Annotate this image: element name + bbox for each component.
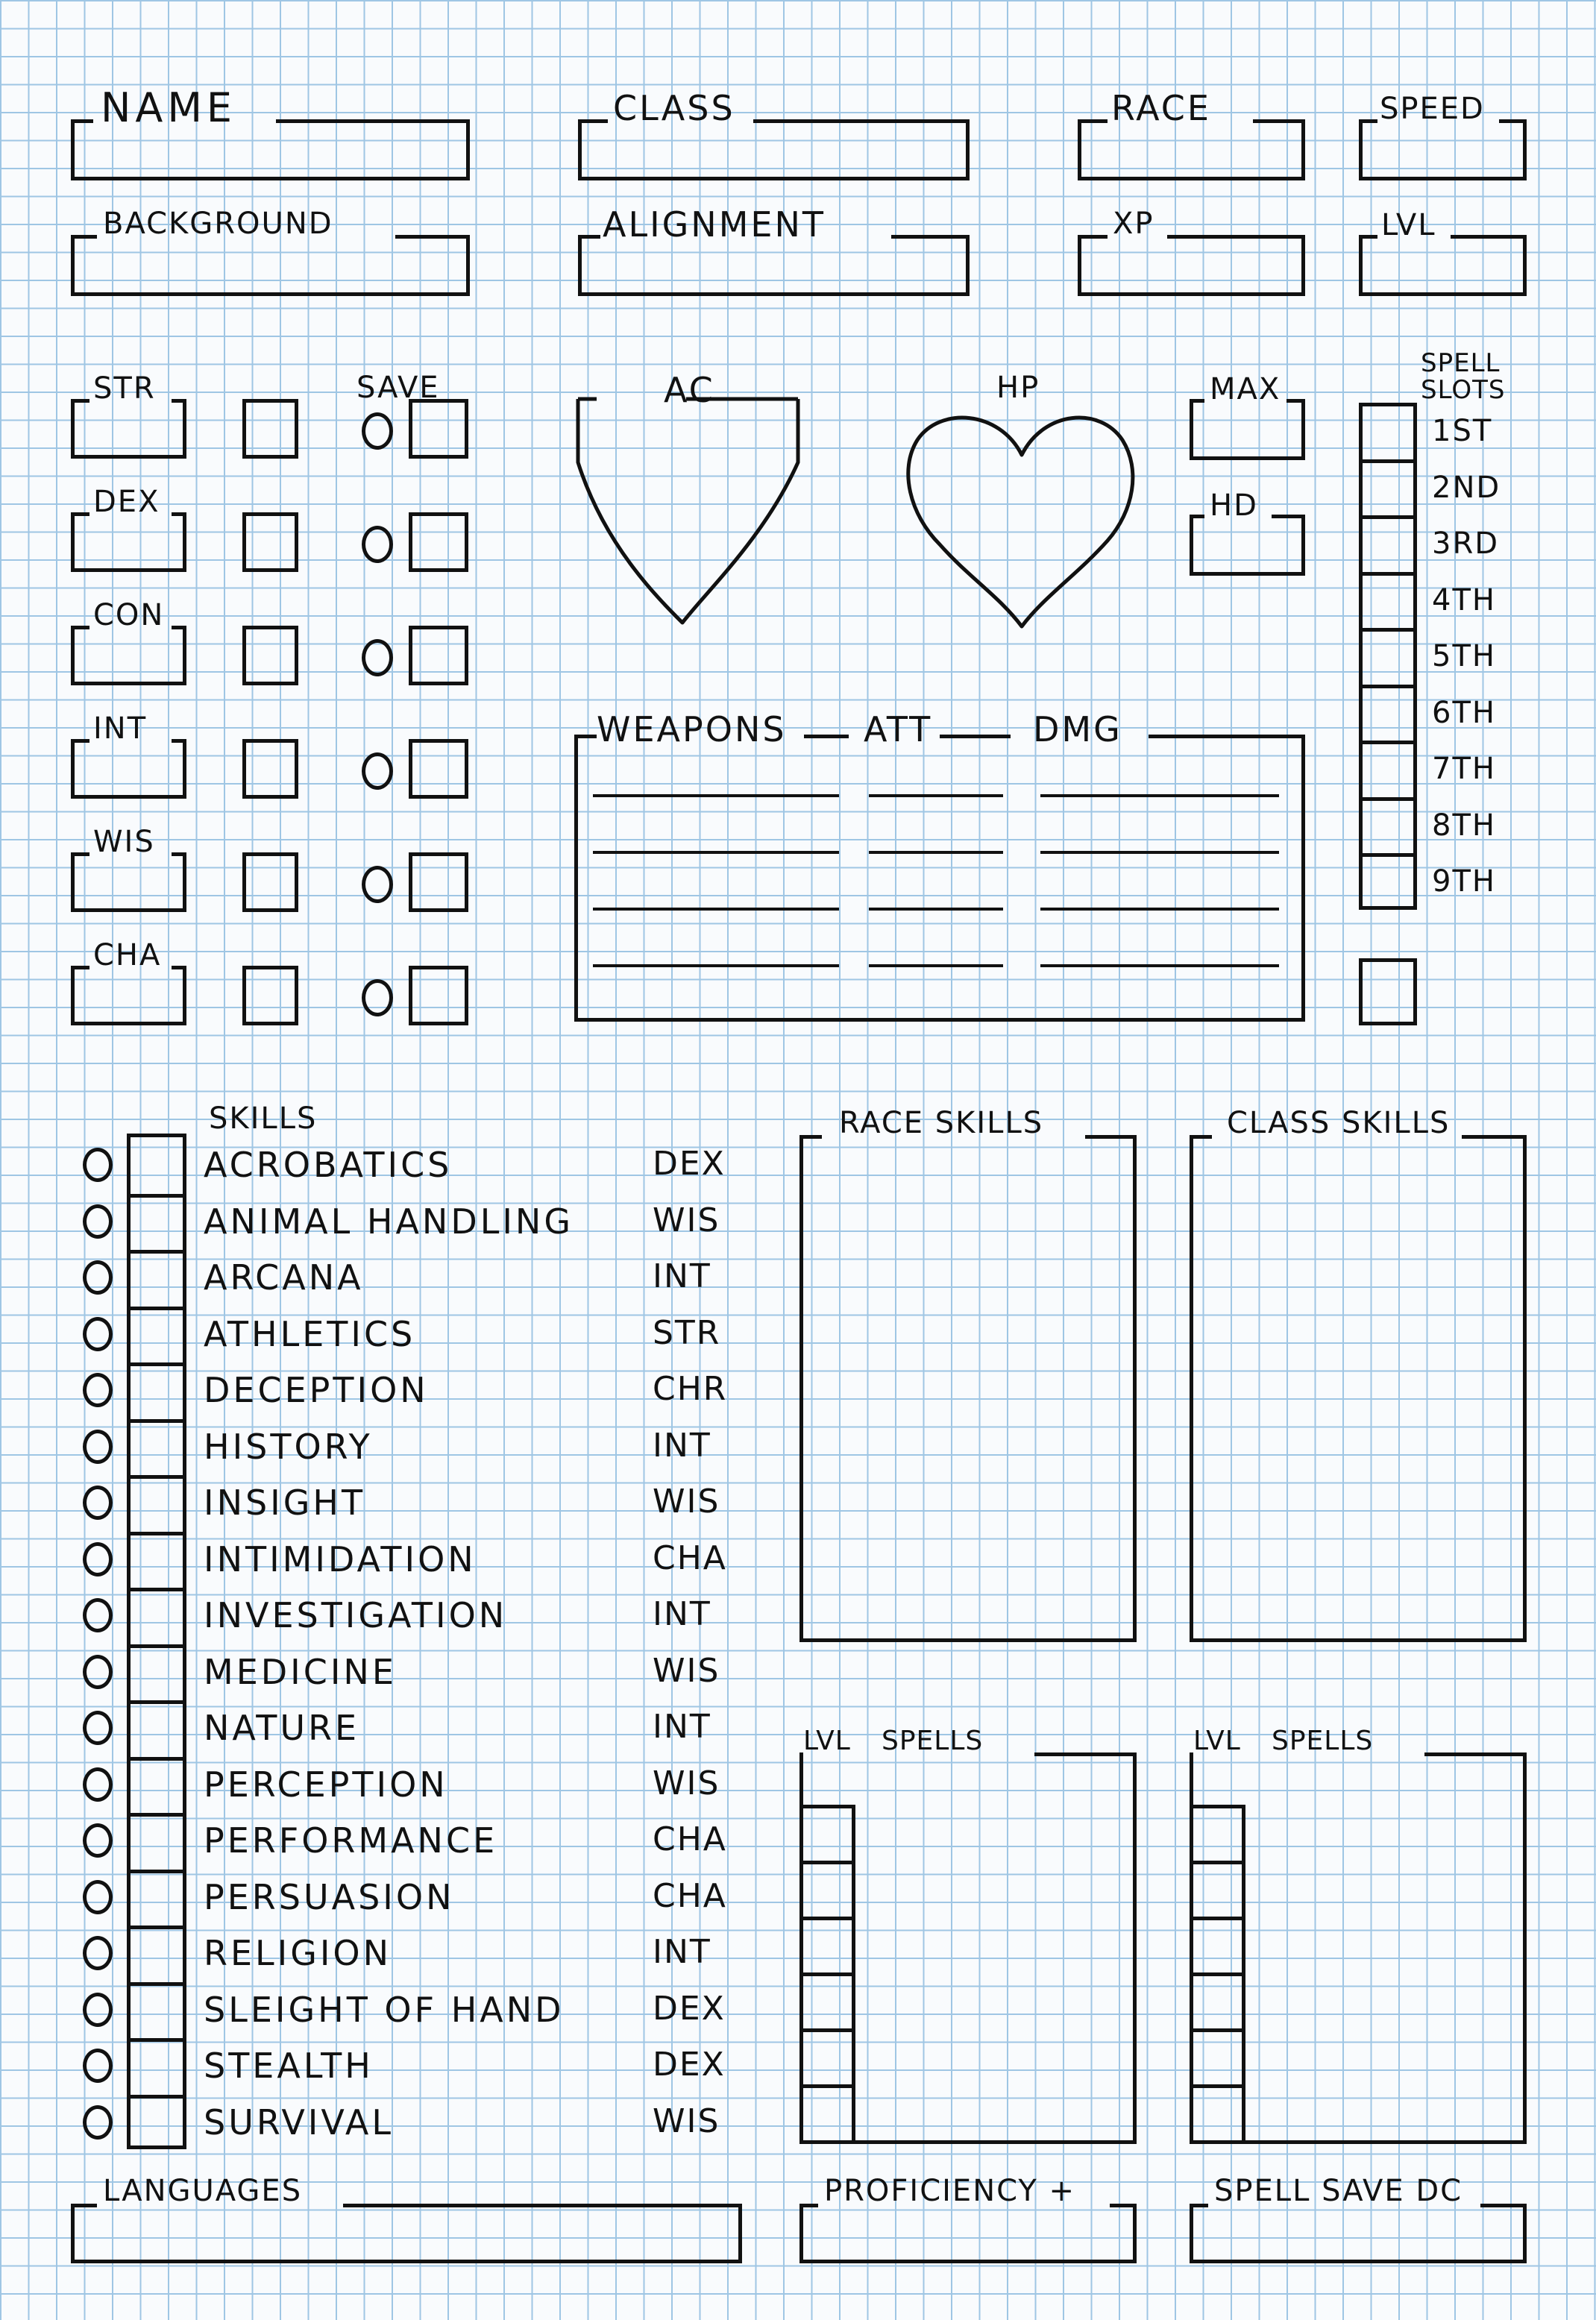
- speed-field[interactable]: [1359, 119, 1527, 180]
- str-modifier-box[interactable]: [242, 399, 298, 459]
- con-save-proficiency-circle[interactable]: [362, 639, 393, 676]
- xp-label: XP: [1113, 207, 1154, 241]
- skill-attribute: CHA: [653, 1820, 727, 1858]
- cha-save-proficiency-circle[interactable]: [362, 979, 393, 1016]
- spell-slot-2-box[interactable]: [1359, 459, 1417, 516]
- race-skills-panel[interactable]: [799, 1135, 1137, 1642]
- int-save-box[interactable]: [409, 739, 468, 799]
- int-label: INT: [93, 711, 148, 746]
- skill-row: [78, 1307, 750, 1362]
- str-save-proficiency-circle[interactable]: [362, 412, 393, 450]
- con-save-box[interactable]: [409, 626, 468, 685]
- spells-lvl-cell-divider[interactable]: [799, 2028, 855, 2032]
- weapon-att-line[interactable]: [869, 851, 1003, 854]
- name-label: NAME: [101, 84, 237, 131]
- skill-row: [78, 1137, 750, 1193]
- att-col-label: ATT: [864, 709, 933, 749]
- skill-row: [78, 1419, 750, 1475]
- spell-slot-extra-box[interactable]: [1359, 958, 1417, 1025]
- spell-slot-8-box[interactable]: [1359, 797, 1417, 854]
- skill-row: [78, 2095, 750, 2151]
- weapon-att-line[interactable]: [869, 964, 1003, 967]
- skill-proficiency-circle[interactable]: [83, 1823, 113, 1858]
- wis-save-proficiency-circle[interactable]: [362, 866, 393, 903]
- skill-attribute: DEX: [653, 1145, 726, 1183]
- skill-proficiency-circle[interactable]: [83, 1880, 113, 1914]
- skill-proficiency-circle[interactable]: [83, 1542, 113, 1576]
- skill-modifier-box[interactable]: [127, 2038, 186, 2094]
- weapon-att-line[interactable]: [869, 908, 1003, 911]
- skill-modifier-box[interactable]: [127, 1194, 186, 1250]
- cha-modifier-box[interactable]: [242, 966, 298, 1025]
- skill-row: [78, 1250, 750, 1306]
- int-save-proficiency-circle[interactable]: [362, 752, 393, 790]
- languages-field[interactable]: [71, 2204, 742, 2263]
- skill-name: PERCEPTION: [204, 1764, 448, 1805]
- skill-attribute: DEX: [653, 1989, 726, 2028]
- lvl-field[interactable]: [1359, 235, 1527, 296]
- ac-label: AC: [664, 370, 715, 410]
- skill-name: PERSUASION: [204, 1876, 455, 1917]
- weapon-name-line[interactable]: [593, 851, 839, 854]
- skill-name: INVESTIGATION: [204, 1595, 508, 1635]
- skill-row: [78, 2038, 750, 2094]
- skill-modifier-box[interactable]: [127, 1813, 186, 1869]
- skill-modifier-box[interactable]: [127, 1982, 186, 2038]
- skill-proficiency-circle[interactable]: [83, 1317, 113, 1351]
- skill-attribute: CHR: [653, 1370, 728, 1408]
- con-label: CON: [93, 598, 165, 632]
- spells-lvl-cell-divider[interactable]: [1190, 2084, 1245, 2088]
- skill-attribute: STR: [653, 1313, 721, 1352]
- speed-label: SPEED: [1380, 92, 1485, 126]
- hd-label: HD: [1210, 488, 1258, 523]
- spells-lvl-cell-divider[interactable]: [1190, 1972, 1245, 1976]
- skill-modifier-box[interactable]: [127, 1137, 186, 1193]
- class-skills-panel[interactable]: [1190, 1135, 1527, 1642]
- skill-modifier-box[interactable]: [127, 1757, 186, 1813]
- skill-row: [78, 1532, 750, 1588]
- skill-proficiency-circle[interactable]: [83, 1204, 113, 1239]
- alignment-label: ALIGNMENT: [603, 204, 826, 245]
- weapon-name-line[interactable]: [593, 908, 839, 911]
- wis-save-box[interactable]: [409, 852, 468, 912]
- spells-lvl-cell-divider[interactable]: [1190, 1805, 1245, 1808]
- spell-slots-title: SPELL SLOTS: [1421, 348, 1506, 405]
- skill-row: [78, 1475, 750, 1531]
- spell-slot-3-label: 3RD: [1432, 526, 1500, 561]
- wis-modifier-box[interactable]: [242, 852, 298, 912]
- race-field[interactable]: [1078, 119, 1305, 180]
- skill-attribute: INT: [653, 1708, 711, 1746]
- weapon-name-line[interactable]: [593, 794, 839, 797]
- int-modifier-box[interactable]: [242, 739, 298, 799]
- spell-slot-5-box[interactable]: [1359, 628, 1417, 685]
- skill-attribute: WIS: [653, 2101, 720, 2140]
- proficiency-label: PROFICIENCY +: [824, 2174, 1076, 2208]
- xp-field[interactable]: [1078, 235, 1305, 296]
- weapon-dmg-line[interactable]: [1040, 908, 1279, 911]
- wis-label: WIS: [93, 825, 155, 859]
- skill-proficiency-circle[interactable]: [83, 1430, 113, 1464]
- spells-lvl-cell-divider[interactable]: [1190, 1917, 1245, 1920]
- str-score-field[interactable]: [71, 399, 186, 459]
- skill-row: [78, 1870, 750, 1926]
- cha-label: CHA: [93, 938, 162, 972]
- spell-save-dc-field[interactable]: [1190, 2204, 1527, 2263]
- spells-lvl-cell-divider[interactable]: [1190, 1861, 1245, 1864]
- skill-proficiency-circle[interactable]: [83, 1598, 113, 1632]
- skill-proficiency-circle[interactable]: [83, 1711, 113, 1745]
- skill-row: [78, 1982, 750, 2038]
- skill-row: [78, 1700, 750, 1756]
- skill-attribute: WIS: [653, 1483, 720, 1521]
- skill-attribute: WIS: [653, 1651, 720, 1690]
- wis-score-field[interactable]: [71, 852, 186, 912]
- spell-slot-7-box[interactable]: [1359, 741, 1417, 797]
- spells-lvl-cell-divider[interactable]: [799, 1917, 855, 1920]
- skill-modifier-box[interactable]: [127, 1307, 186, 1362]
- hp-label: HP: [996, 371, 1040, 405]
- skill-proficiency-circle[interactable]: [83, 1260, 113, 1295]
- spell-slot-2-label: 2ND: [1432, 470, 1501, 505]
- skill-proficiency-circle[interactable]: [83, 1655, 113, 1689]
- weapons-panel: [574, 735, 1305, 1022]
- skill-proficiency-circle[interactable]: [83, 2049, 113, 2083]
- skill-attribute: INT: [653, 1933, 711, 1971]
- languages-label: LANGUAGES: [103, 2174, 303, 2208]
- weapon-dmg-line[interactable]: [1040, 964, 1279, 967]
- skills-title: SKILLS: [209, 1101, 318, 1136]
- weapon-att-line[interactable]: [869, 794, 1003, 797]
- spells-label: SPELLS: [882, 1726, 984, 1756]
- skill-modifier-box[interactable]: [127, 1588, 186, 1644]
- con-score-field[interactable]: [71, 626, 186, 685]
- spells-label: SPELLS: [1272, 1726, 1374, 1756]
- skill-attribute: WIS: [653, 1764, 720, 1802]
- hd-field[interactable]: [1190, 515, 1305, 576]
- skill-row: [78, 1644, 750, 1700]
- dex-label: DEX: [93, 485, 160, 519]
- spells-lvl-cell-divider[interactable]: [799, 1805, 855, 1808]
- class-field[interactable]: [578, 119, 970, 180]
- skill-name: STEALTH: [204, 2046, 374, 2086]
- proficiency-field[interactable]: [799, 2204, 1137, 2263]
- spell-slot-4-label: 4TH: [1432, 582, 1496, 617]
- spell-slot-4-box[interactable]: [1359, 572, 1417, 629]
- skill-attribute: CHA: [653, 1538, 727, 1577]
- skill-row: [78, 1813, 750, 1869]
- spell-slot-5-label: 5TH: [1432, 639, 1496, 673]
- skill-modifier-box[interactable]: [127, 1419, 186, 1475]
- max-field[interactable]: [1190, 399, 1305, 460]
- skill-name: MEDICINE: [204, 1651, 397, 1692]
- skill-row: [78, 1588, 750, 1644]
- spell-slot-1-label: 1ST: [1432, 414, 1493, 448]
- skill-attribute: INT: [653, 1595, 711, 1633]
- skill-name: INSIGHT: [204, 1483, 366, 1523]
- dex-save-proficiency-circle[interactable]: [362, 526, 393, 563]
- hp-heart[interactable]: [902, 388, 1141, 626]
- class-label: CLASS: [613, 88, 735, 128]
- skill-name: HISTORY: [204, 1426, 373, 1467]
- skill-proficiency-circle[interactable]: [83, 1486, 113, 1520]
- skill-modifier-box[interactable]: [127, 1644, 186, 1700]
- skill-name: SURVIVAL: [204, 2101, 394, 2143]
- skill-name: PERFORMANCE: [204, 1820, 498, 1861]
- skill-proficiency-circle[interactable]: [83, 1993, 113, 2027]
- skill-row: [78, 1194, 750, 1250]
- weapons-col-label: WEAPONS: [597, 709, 787, 749]
- skill-modifier-box[interactable]: [127, 2095, 186, 2151]
- skill-name: INTIMIDATION: [204, 1538, 477, 1579]
- int-score-field[interactable]: [71, 739, 186, 799]
- skill-modifier-box[interactable]: [127, 1532, 186, 1588]
- skill-proficiency-circle[interactable]: [83, 1373, 113, 1407]
- skill-row: [78, 1926, 750, 1981]
- dex-score-field[interactable]: [71, 512, 186, 572]
- skill-name: RELIGION: [204, 1933, 392, 1973]
- spell-save-dc-label: SPELL SAVE DC: [1214, 2174, 1463, 2208]
- str-save-box[interactable]: [409, 399, 468, 459]
- class-skills-label: CLASS SKILLS: [1227, 1106, 1451, 1140]
- max-label: MAX: [1210, 372, 1281, 406]
- cha-score-field[interactable]: [71, 966, 186, 1025]
- skill-attribute: CHA: [653, 1876, 727, 1915]
- skill-name: ANIMAL HANDLING: [204, 1201, 574, 1242]
- spell-slot-3-box[interactable]: [1359, 515, 1417, 572]
- dex-modifier-box[interactable]: [242, 512, 298, 572]
- ac-shield[interactable]: [574, 388, 805, 626]
- skill-name: ACROBATICS: [204, 1145, 453, 1185]
- skill-proficiency-circle[interactable]: [83, 1148, 113, 1182]
- skill-proficiency-circle[interactable]: [83, 1936, 113, 1970]
- skill-attribute: WIS: [653, 1201, 720, 1239]
- skill-row: [78, 1362, 750, 1418]
- spell-slot-7-label: 7TH: [1432, 752, 1496, 786]
- spell-slot-6-box[interactable]: [1359, 685, 1417, 741]
- skill-modifier-box[interactable]: [127, 1700, 186, 1756]
- skill-proficiency-circle[interactable]: [83, 2105, 113, 2140]
- spells-lvl-label: LVL: [803, 1726, 851, 1756]
- spell-slot-1-box[interactable]: [1359, 403, 1417, 459]
- save-label: SAVE: [356, 371, 440, 405]
- spells-lvl-cell-divider[interactable]: [799, 1861, 855, 1864]
- race-skills-label: RACE SKILLS: [839, 1106, 1044, 1140]
- spell-slot-8-label: 8TH: [1432, 808, 1496, 843]
- spells-lvl-cell-divider[interactable]: [799, 1972, 855, 1976]
- skill-attribute: INT: [653, 1257, 711, 1295]
- weapon-name-line[interactable]: [593, 964, 839, 967]
- spells-lvl-cell-divider[interactable]: [1190, 2028, 1245, 2032]
- skill-name: ATHLETICS: [204, 1313, 416, 1354]
- skill-name: SLEIGHT OF HAND: [204, 1989, 565, 2030]
- con-modifier-box[interactable]: [242, 626, 298, 685]
- cha-save-box[interactable]: [409, 966, 468, 1025]
- skill-modifier-box[interactable]: [127, 1926, 186, 1981]
- spells-lvl-cell-divider[interactable]: [799, 2084, 855, 2088]
- race-label: RACE: [1111, 88, 1211, 128]
- skill-row: [78, 1757, 750, 1813]
- skill-proficiency-circle[interactable]: [83, 1767, 113, 1802]
- weapon-dmg-line[interactable]: [1040, 851, 1279, 854]
- spell-slot-9-box[interactable]: [1359, 853, 1417, 910]
- skill-attribute: DEX: [653, 2046, 726, 2084]
- background-field[interactable]: [71, 235, 470, 296]
- skill-modifier-box[interactable]: [127, 1870, 186, 1926]
- str-label: STR: [93, 371, 156, 406]
- spell-slot-9-label: 9TH: [1432, 864, 1496, 899]
- spell-slot-6-label: 6TH: [1432, 695, 1496, 730]
- skill-name: ARCANA: [204, 1257, 364, 1298]
- background-label: BACKGROUND: [103, 207, 333, 241]
- skill-name: NATURE: [204, 1708, 360, 1748]
- skill-attribute: INT: [653, 1426, 711, 1465]
- skill-modifier-box[interactable]: [127, 1362, 186, 1418]
- dex-save-box[interactable]: [409, 512, 468, 572]
- spells-lvl-label: LVL: [1193, 1726, 1241, 1756]
- weapon-dmg-line[interactable]: [1040, 794, 1279, 797]
- skill-name: DECEPTION: [204, 1370, 429, 1410]
- skill-modifier-box[interactable]: [127, 1250, 186, 1306]
- lvl-label: LVL: [1381, 208, 1436, 242]
- skill-modifier-box[interactable]: [127, 1475, 186, 1531]
- dmg-col-label: DMG: [1033, 709, 1122, 749]
